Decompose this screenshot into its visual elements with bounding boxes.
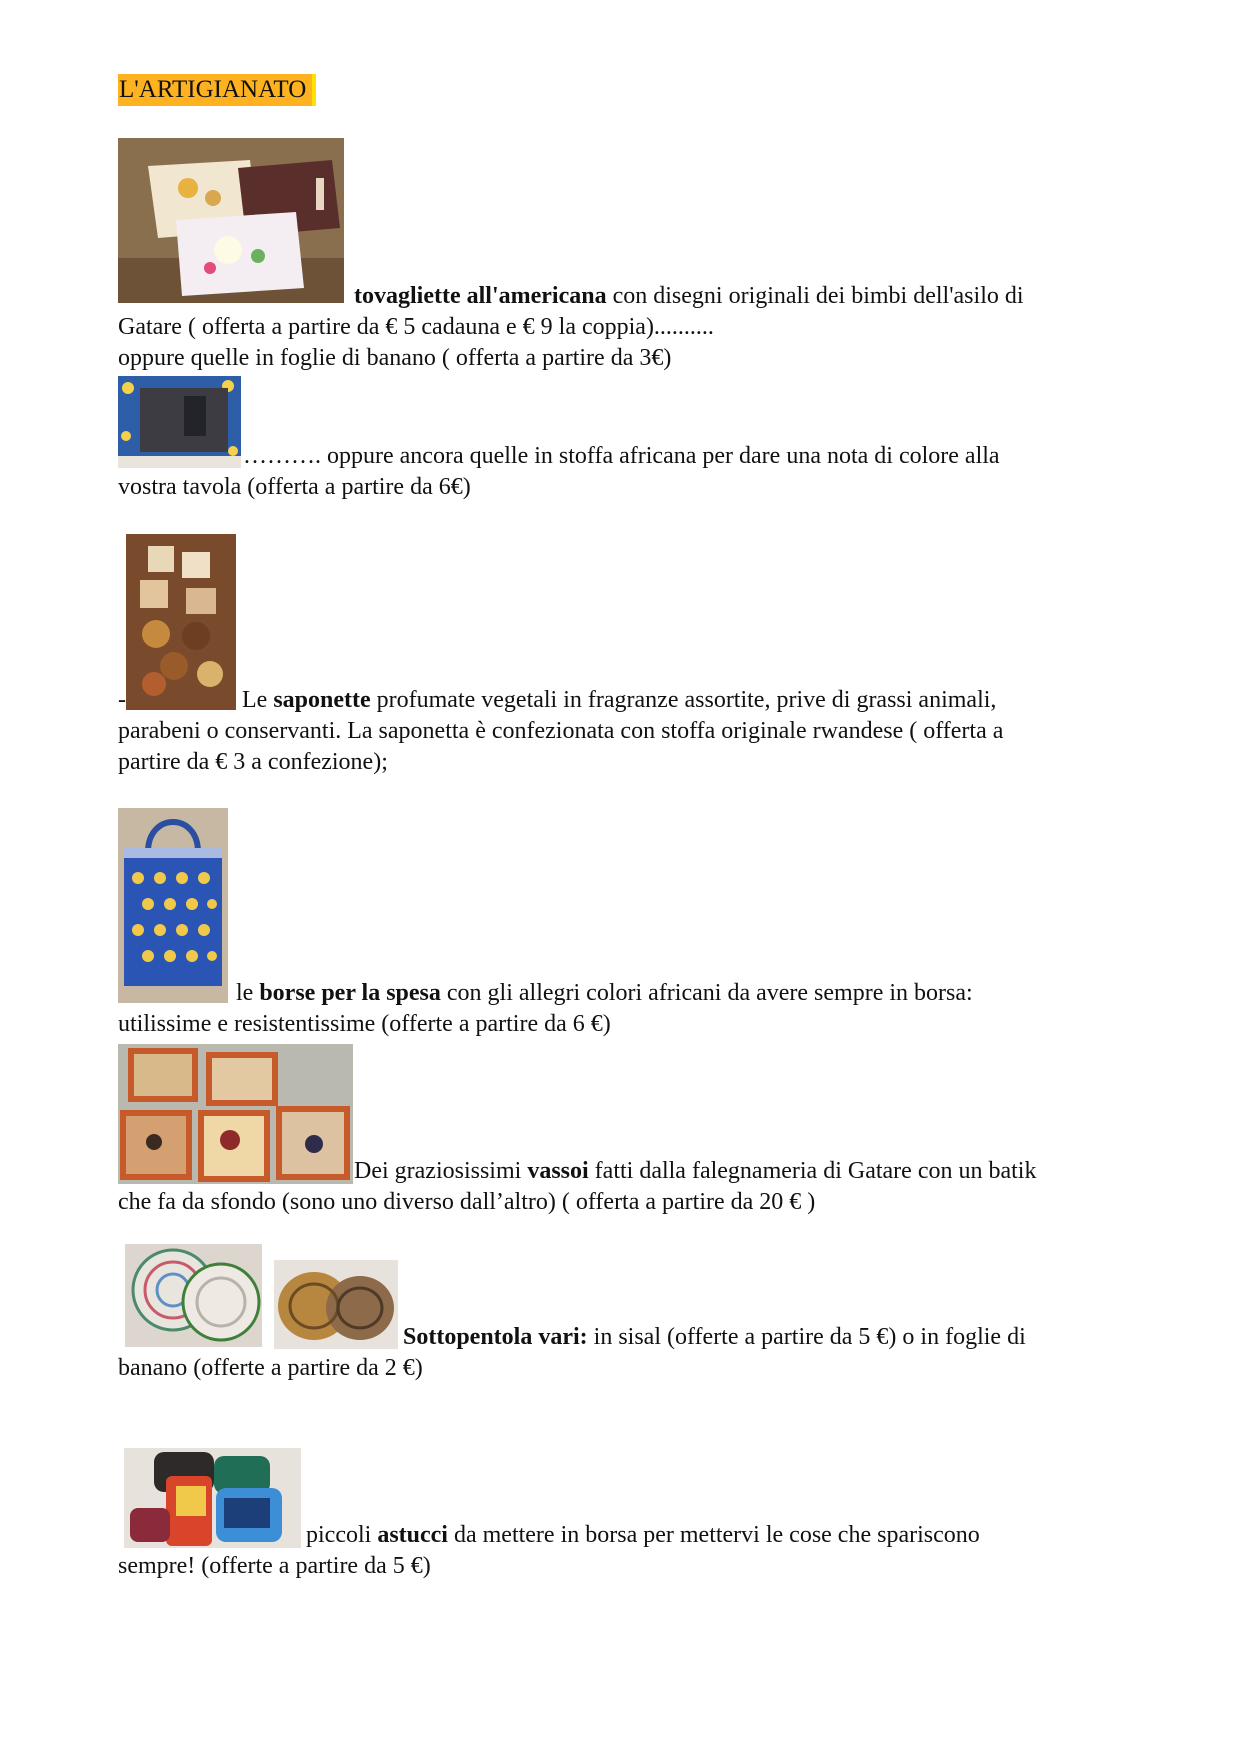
trays-text-line1: fatti dalla falegnameria di Gatare con un batik (588, 1158, 1037, 1184)
trays-text-line2: che fa da sfondo (sono uno diverso dall’altro) ( offerta a partire da 20 € ) (118, 1189, 816, 1215)
shopping-bag-pre: le (230, 980, 260, 1006)
pouches-pre: piccoli (300, 1522, 378, 1548)
shopping-bag-text-line2: utilissime e resistentissime (offerte a partire da 6 €) (118, 1011, 611, 1037)
shopping-bag-text (118, 978, 1138, 1040)
placemats-text-line3: oppure quelle in foglie di banano ( offerta a partire da 3€) (118, 345, 672, 371)
placemats-text (118, 281, 1138, 374)
trivets-text-line1: in sisal (offerte a partire da 5 €) o in foglie di (587, 1324, 1026, 1350)
fabric-placemats-text (118, 441, 1138, 503)
soaps-dash: - (118, 687, 126, 713)
trivets-text-line2: banano (offerte a partire da 2 €) (118, 1355, 423, 1381)
soaps-text-line2: parabeni o conservanti. La saponetta è confezionata con stoffa originale rwandese ( offerta a (118, 718, 1004, 744)
soaps-pre: Le (236, 687, 274, 713)
trivets-label: Sottopentola vari: (403, 1324, 588, 1350)
page-title: L'ARTIGIANATO (118, 74, 312, 106)
pouches-text-line1: da mettere in borsa per mettervi le cose che spariscono (447, 1522, 980, 1548)
shopping-bag-photo (118, 808, 228, 1003)
trays-label: vassoi (527, 1158, 589, 1184)
shopping-bag-text-line1: con gli allegri colori africani da avere sempre in borsa: (440, 980, 973, 1006)
soaps-photo (126, 534, 236, 710)
pouches-text (118, 1520, 1138, 1582)
trivets-text (118, 1322, 1138, 1384)
pouches-text-line2: sempre! (offerte a partire da 5 €) (118, 1553, 431, 1579)
placemats-text-line1: con disegni originali dei bimbi dell'asilo di (606, 283, 1024, 309)
soaps-text (118, 685, 1138, 778)
shopping-bag-label: borse per la spesa (259, 980, 441, 1006)
soaps-text-line1: profumate vegetali in fragranze assortite, prive di grassi animali, (370, 687, 997, 713)
soaps-label: saponette (273, 687, 371, 713)
trays-pre: Dei graziosissimi (354, 1158, 528, 1184)
placemats-photo (118, 138, 344, 303)
placemats-label: tovagliette all'americana (354, 283, 607, 309)
soaps-text-line3: partire da € 3 a confezione); (118, 749, 388, 775)
placemats-text-line2: Gatare ( offerta a partire da € 5 cadauna e € 9 la coppia).......... (118, 314, 714, 340)
trays-text (118, 1156, 1138, 1218)
fabric-placemats-text-line1: ………. oppure ancora quelle in stoffa africana per dare una nota di colore alla (243, 443, 1000, 469)
pouches-label: astucci (377, 1522, 448, 1548)
fabric-placemats-text-line2: vostra tavola (offerta a partire da 6€) (118, 474, 471, 500)
